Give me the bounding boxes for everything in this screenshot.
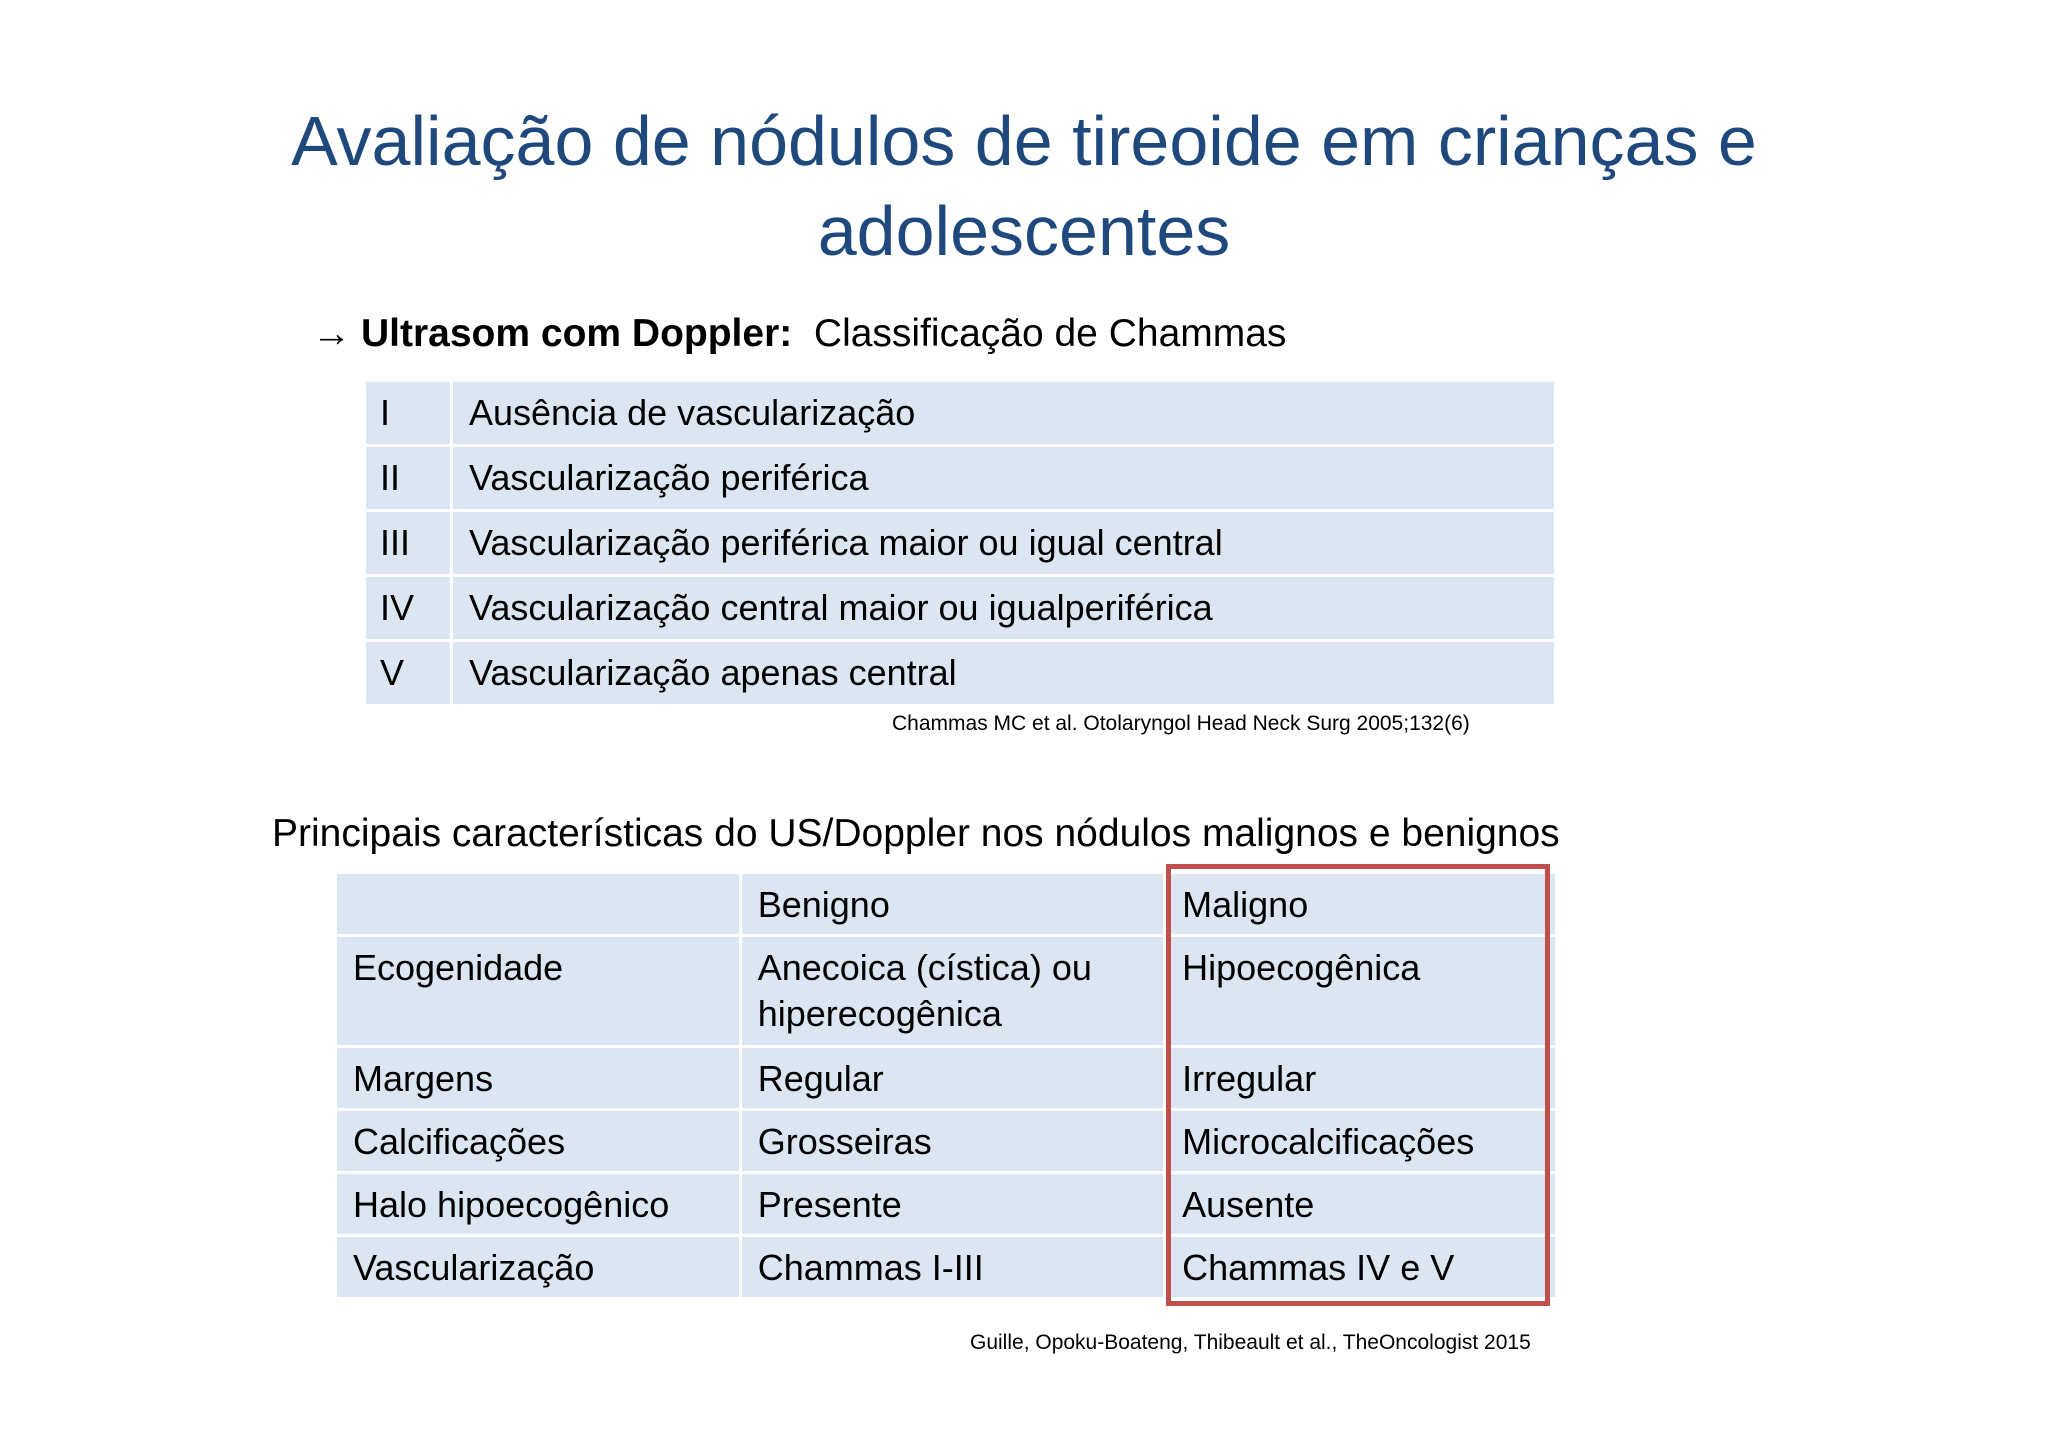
table-row xyxy=(337,1048,1555,1108)
feature-cell: Halo hipoecogênico xyxy=(337,1174,739,1234)
benign-cell: Regular xyxy=(742,1048,1163,1108)
table-row xyxy=(366,512,1554,574)
malignant-cell: Ausente xyxy=(1166,1174,1555,1234)
table-row xyxy=(366,382,1554,444)
grade-cell: III xyxy=(366,512,450,574)
description-cell: Vascularização apenas central xyxy=(453,642,1554,704)
benign-cell: Chammas I-III xyxy=(742,1237,1163,1297)
feature-cell: Ecogenidade xyxy=(337,937,739,1045)
chammas-classification-table xyxy=(363,379,1557,707)
malignant-cell: Microcalcificações xyxy=(1166,1111,1555,1171)
subtitle xyxy=(312,308,1286,360)
malignant-cell: Irregular xyxy=(1166,1048,1555,1108)
header-cell-benigno: Benigno xyxy=(742,874,1163,934)
grade-cell: V xyxy=(366,642,450,704)
table-row xyxy=(366,642,1554,704)
header-cell-maligno: Maligno xyxy=(1166,874,1555,934)
grade-cell: II xyxy=(366,447,450,509)
table-header-row xyxy=(337,874,1555,934)
arrow-right-icon: → xyxy=(312,312,351,355)
feature-cell: Calcificações xyxy=(337,1111,739,1171)
citation-guille: Guille, Opoku-Boateng, Thibeault et al., TheOncologist 2015 xyxy=(970,1331,1531,1354)
feature-cell: Vascularização xyxy=(337,1237,739,1297)
subtitle-bold: Ultrasom com Doppler: xyxy=(361,312,793,355)
benign-cell: Grosseiras xyxy=(742,1111,1163,1171)
benign-cell: Presente xyxy=(742,1174,1163,1234)
table-row xyxy=(337,1111,1555,1171)
citation-chammas: Chammas MC et al. Otolaryngol Head Neck Surg 2005;132(6) xyxy=(892,712,1470,735)
description-cell: Ausência de vascularização xyxy=(453,382,1554,444)
description-cell: Vascularização central maior ou igualperiférica xyxy=(453,577,1554,639)
table-row xyxy=(366,447,1554,509)
section-heading: Principais características do US/Doppler nos nódulos malignos e benignos xyxy=(272,812,1560,855)
table-row xyxy=(337,1174,1555,1234)
malignant-cell: Hipoecogênica xyxy=(1166,937,1555,1045)
description-cell: Vascularização periférica maior ou igual central xyxy=(453,512,1554,574)
grade-cell: IV xyxy=(366,577,450,639)
header-cell-empty xyxy=(337,874,739,934)
grade-cell: I xyxy=(366,382,450,444)
malignant-cell: Chammas IV e V xyxy=(1166,1237,1555,1297)
feature-cell: Margens xyxy=(337,1048,739,1108)
features-table xyxy=(334,871,1558,1300)
table-row xyxy=(337,1237,1555,1297)
benign-cell: Anecoica (cística) ou hiperecogênica xyxy=(742,937,1163,1045)
table-row xyxy=(366,577,1554,639)
table-row xyxy=(337,937,1555,1045)
subtitle-rest: Classificação de Chammas xyxy=(813,312,1287,355)
slide-title: Avaliação de nódulos de tireoide em crianças e adolescentes xyxy=(291,102,1757,270)
description-cell: Vascularização periférica xyxy=(453,447,1554,509)
